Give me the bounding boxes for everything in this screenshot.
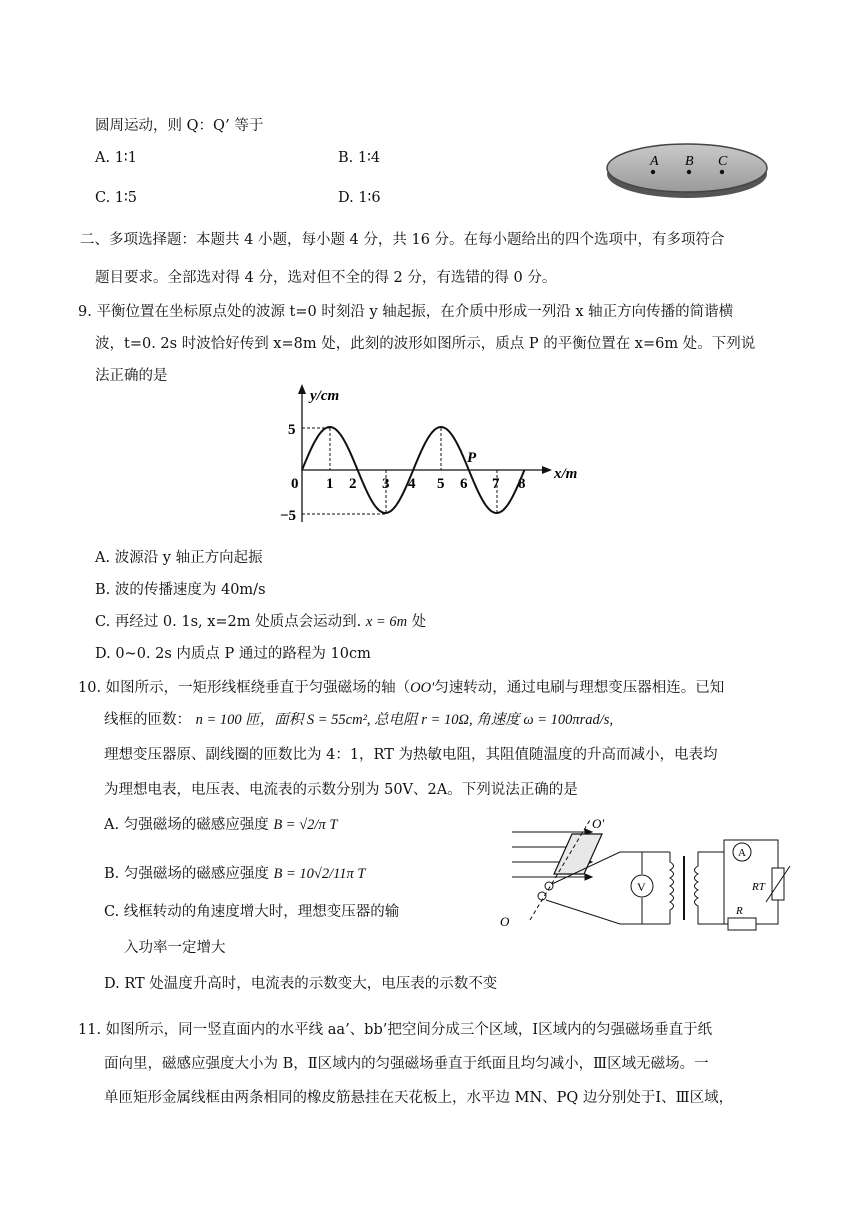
q9-option-c-post: 处 [411,614,427,630]
point-b [687,170,691,174]
q8-disc-figure [604,140,770,202]
axis-top-label: O′ [592,816,605,831]
q9-option-d: D. 0~0. 2s 内质点 P 通过的路程为 10cm [95,646,371,662]
section2-line1: 二、多项选择题：本题共 4 小题，每小题 4 分，共 16 分。在每小题给出的四个选项中，有多项符合 [80,232,725,248]
y-axis-arrow [298,384,306,394]
x-tick-2: 2 [349,476,357,492]
q9-option-a: A. 波源沿 y 轴正方向起振 [95,550,263,566]
q10-line3: 理想变压器原、副线圈的匝数比为 4：1，RT 为热敏电阻，其阻值随温度的升高而减小，电表均 [104,747,718,763]
y-tick-5: 5 [288,422,296,438]
x-tick-0: 0 [291,476,299,492]
q10-option-b [104,864,366,884]
q8-option-a: A. 1∶1 [95,150,137,166]
x-tick-1: 1 [326,476,334,492]
q10-line4: 为理想电表，电压表、电流表的示数分别为 50V、2A。下列说法正确的是 [104,782,578,798]
q11-line1: 11. 如图所示，同一竖直面内的水平线 aa’、bb’把空间分成三个区域，Ⅰ区域内的匀强磁场垂直于纸 [78,1022,713,1038]
resistor-label: R [736,905,743,917]
y-tick-neg5: −5 [280,508,297,524]
q10-option-b-text: B. 匀强磁场的磁感应强度 [104,866,269,882]
q8-tail-text: 圆周运动，则 Q：Q’ 等于 [95,118,264,134]
q10-line2-math: n = 100 匝，面积 S = 55cm², 总电阻 r = 10Ω, 角速度 ω = 100πrad/s, [195,712,614,728]
q9-option-b: B. 波的传播速度为 40m/s [95,582,266,598]
resistor [728,918,756,930]
q8-option-d: D. 1∶6 [338,190,381,206]
q10-option-c2: 入功率一定增大 [124,940,226,956]
label-a: A [650,154,659,169]
q10-circuit-figure [492,812,792,932]
q9-wave-graph [278,380,588,530]
x-tick-7: 7 [492,476,500,492]
x-tick-4: 4 [408,476,416,492]
voltmeter-label: V [637,880,646,894]
point-c [720,170,724,174]
q10-line2-text: 线框的匝数： [104,712,191,728]
label-b: B [685,154,694,169]
q10-option-c1: C. 线框转动的角速度增大时，理想变压器的输 [104,904,400,920]
primary-coil [670,852,674,924]
section2-line2: 题目要求。全部选对得 4 分，选对但不全的得 2 分，有选错的得 0 分。 [95,270,557,286]
q8-option-c: C. 1∶5 [95,190,138,206]
q8-option-b: B. 1∶4 [338,150,381,166]
q10-axis-math: OO′ [410,680,435,696]
secondary-wire-top [698,852,724,856]
y-axis-label: y/cm [310,388,340,404]
q11-line2: 面向里，磁感应强度大小为 B，Ⅱ区域内的匀强磁场垂直于纸面且均匀减小，Ⅲ区域无磁场。一 [104,1056,709,1072]
x-tick-3: 3 [382,476,390,492]
point-p-label: P [467,450,477,466]
q10-option-a-math: B = √2/π T [273,817,338,833]
secondary-wire-bottom [698,920,724,924]
secondary-coil [695,856,699,920]
x-axis-arrow [542,466,552,474]
q9-option-c [95,612,426,632]
thermistor-label: RT [752,881,765,893]
q10-option-d: D. RT 处温度升高时，电流表的示数变大，电压表的示数不变 [104,976,498,992]
ammeter-label: A [738,847,746,859]
q9-option-c-text: C. 再经过 0. 1s, x=2m 处质点会运动到. [95,614,362,630]
q10-line2 [104,710,613,730]
primary-wire-bottom [546,900,670,924]
q10-option-a-text: A. 匀强磁场的磁感应强度 [104,817,269,833]
axis-bottom-label: O [500,914,510,929]
point-a [651,170,655,174]
x-axis-label: x/m [554,466,578,482]
q9-option-c-math: x = 6m [365,614,408,630]
q10-option-a [104,815,337,835]
x-tick-5: 5 [437,476,445,492]
q9-line2: 波，t=0. 2s 时波恰好传到 x=8m 处，此刻的波形如图所示，质点 P 的平衡位置在 x=6m 处。下列说 [95,336,756,352]
x-tick-8: 8 [518,476,526,492]
q9-line3: 法正确的是 [95,368,168,384]
label-c: C [718,154,728,169]
q10-line1-text: 10. 如图所示，一矩形线框绕垂直于匀强磁场的轴（ [78,680,411,696]
x-tick-6: 6 [460,476,468,492]
q10-line1-post: 匀速转动，通过电刷与理想变压器相连。已知 [434,680,725,696]
q10-line1 [78,678,724,698]
q10-option-b-math: B = 10√2/11π T [273,866,366,882]
q9-line1: 9. 平衡位置在坐标原点处的波源 t=0 时刻沿 y 轴起振，在介质中形成一列沿 x 轴正方向传播的简谐横 [78,304,734,320]
q11-line3: 单匝矩形金属线框由两条相同的橡皮筋悬挂在天花板上，水平边 MN、PQ 边分别处于Ⅰ、Ⅲ区域， [104,1090,734,1106]
